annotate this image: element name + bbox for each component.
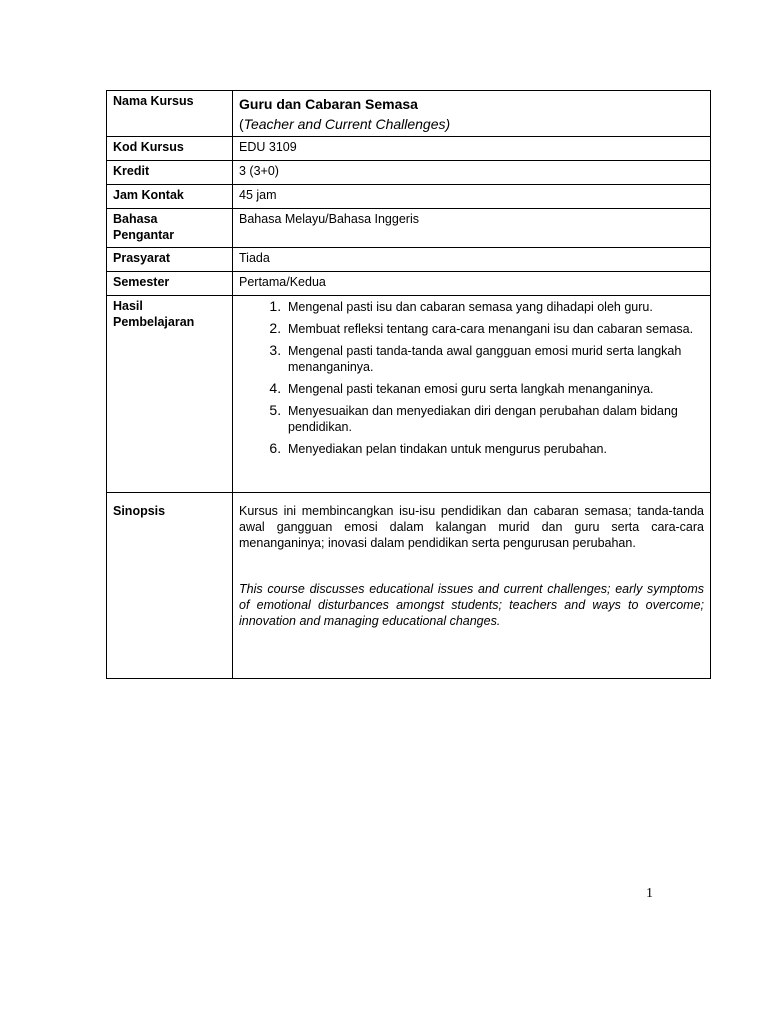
label-language-line2: Pengantar [113,228,175,242]
row-prerequisite [107,248,711,272]
value-synopsis [233,493,711,679]
course-subtitle: (Teacher and Current Challenges) [239,116,451,132]
label-outcomes-line2: Pembelajaran [113,315,195,329]
label-outcomes-line1: Hasil [113,299,143,313]
synopsis-malay: Kursus ini membincangkan isu-isu pendidikan dan cabaran semasa; tanda-tanda awal gangguan emosi dalam kalangan murid dan guru serta cara-cara menanganinya; inovasi dalam pendidikan serta pengurusan perubahan. [239,504,704,550]
outcome-item: 5. Menyesuaikan dan menyediakan diri dengan perubahan dalam bidang pendidikan. [285,402,704,435]
value-contact-hours: 45 jam [233,185,711,209]
label-language-line1: Bahasa [113,212,158,226]
row-language [107,209,711,248]
synopsis-english: This course discusses educational issues and current challenges; early symptoms of emotional disturbances amongst students; teachers and ways to overcome; innovation and managing educational changes. [239,582,704,628]
course-info-table [106,90,711,679]
label-course-name: Nama Kursus [107,91,233,137]
label-course-code: Kod Kursus [107,137,233,161]
value-course-name [233,91,711,137]
page-number: 1 [646,886,653,901]
outcome-item: 2. Membuat refleksi tentang cara-cara menangani isu dan cabaran semasa. [285,320,704,337]
outcome-item: 3. Mengenal pasti tanda-tanda awal gangguan emosi murid serta langkah menanganinya. [285,342,704,375]
row-course-name [107,91,711,137]
value-credit: 3 (3+0) [233,161,711,185]
row-course-code [107,137,711,161]
value-language: Bahasa Melayu/Bahasa Inggeris [233,209,711,248]
outcome-item: 4. Mengenal pasti tekanan emosi guru serta langkah menanganinya. [285,380,704,397]
value-prerequisite: Tiada [233,248,711,272]
label-language [107,209,233,248]
outcomes-list [239,298,704,457]
label-contact-hours: Jam Kontak [107,185,233,209]
value-learning-outcomes [233,296,711,493]
row-contact-hours [107,185,711,209]
value-course-code: EDU 3109 [233,137,711,161]
row-semester [107,272,711,296]
label-prerequisite: Prasyarat [107,248,233,272]
outcome-item: 6. Menyediakan pelan tindakan untuk mengurus perubahan. [285,440,704,457]
label-semester: Semester [107,272,233,296]
row-learning-outcomes [107,296,711,493]
label-credit: Kredit [107,161,233,185]
value-semester: Pertama/Kedua [233,272,711,296]
row-synopsis [107,493,711,679]
label-learning-outcomes [107,296,233,493]
course-title: Guru dan Cabaran Semasa [239,96,418,112]
outcome-item: 1. Mengenal pasti isu dan cabaran semasa yang dihadapi oleh guru. [285,298,704,315]
label-synopsis: Sinopsis [107,493,233,679]
row-credit [107,161,711,185]
